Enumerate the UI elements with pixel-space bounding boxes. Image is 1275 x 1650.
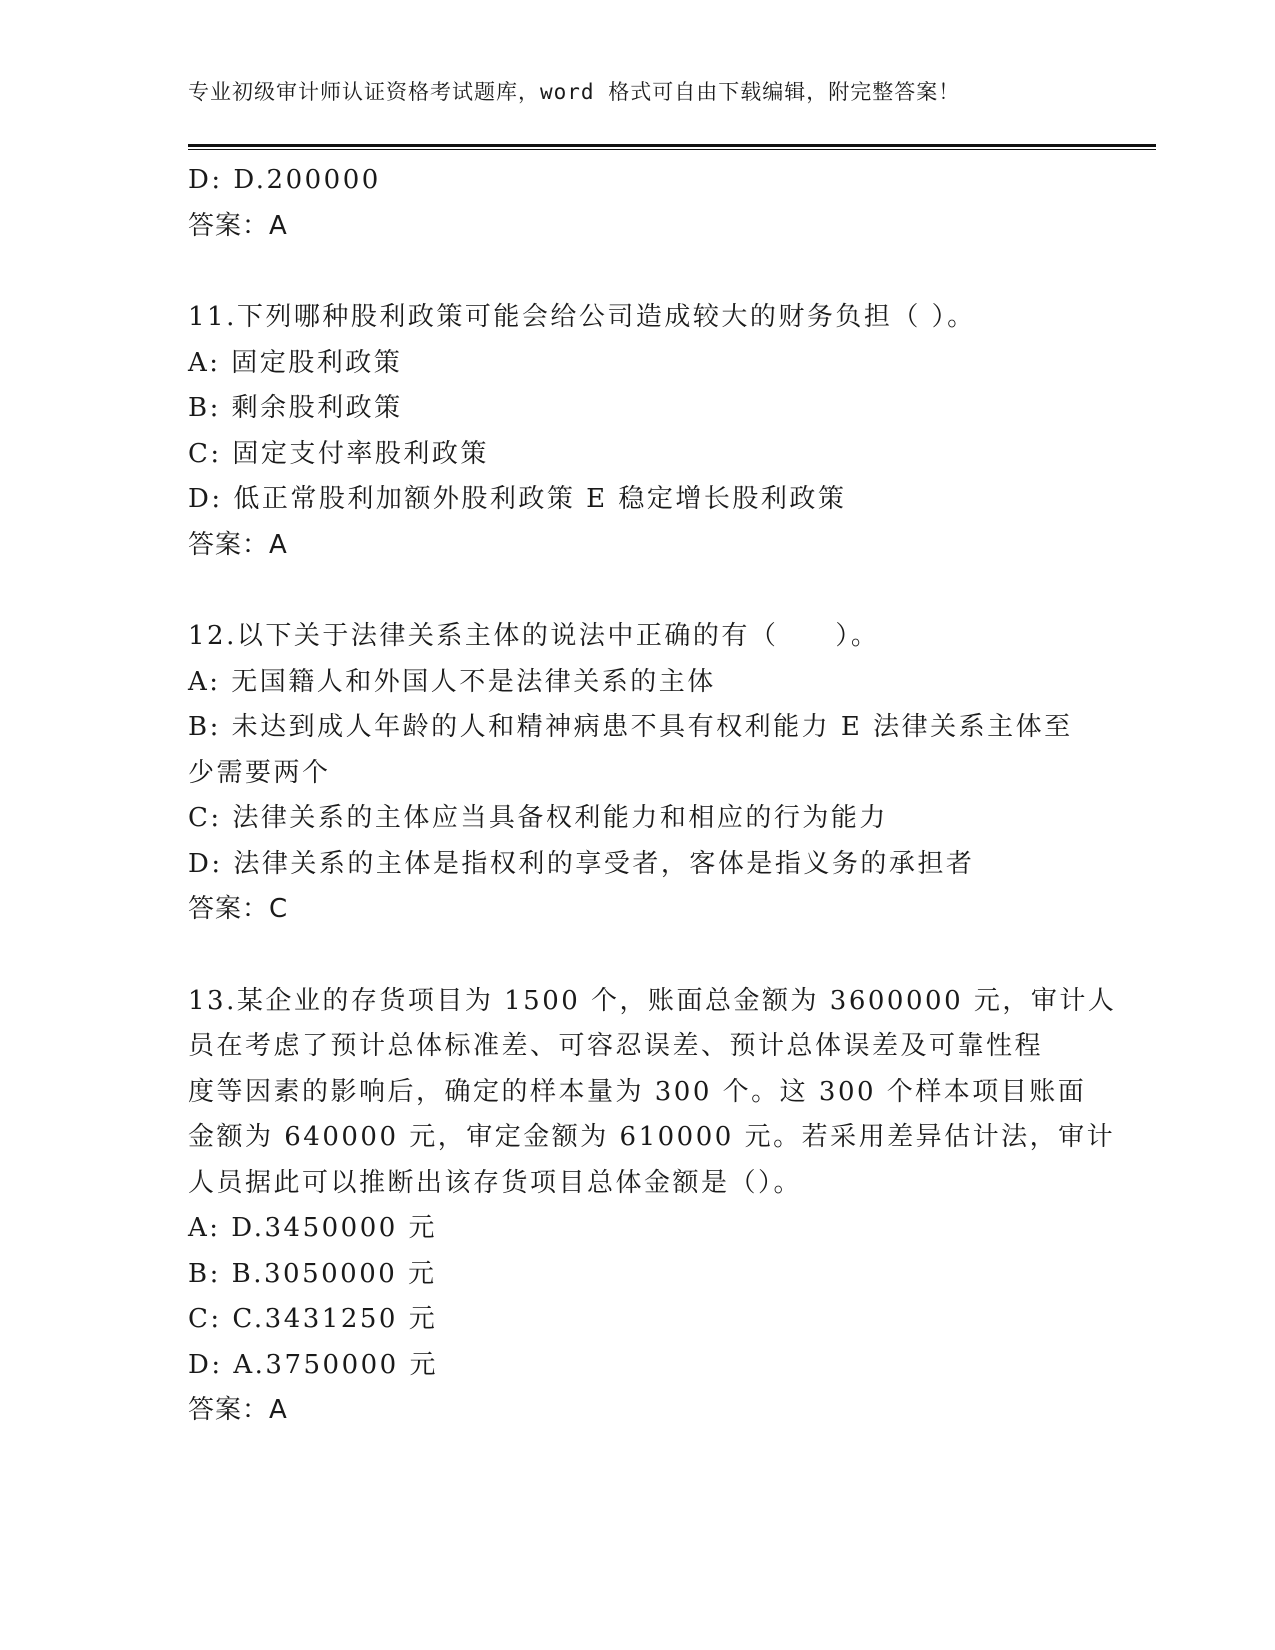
option-a: A: 固定股利政策 (188, 347, 403, 378)
question-11 (188, 295, 1088, 568)
answer-value: A (269, 529, 287, 560)
answer-line (188, 887, 1088, 933)
page-header: 专业初级审计师认证资格考试题库，word 格式可自由下载编辑，附完整答案！ (188, 80, 961, 104)
answer-line (188, 204, 1088, 250)
document-content (188, 158, 1117, 1434)
option-b: B: 剩余股利政策 (188, 393, 403, 423)
question-stem-line-5: 人员据此可以推断出该存货项目总体金额是（）。 (188, 1167, 803, 1198)
question-13 (188, 979, 1117, 1434)
answer-line (188, 1388, 1088, 1434)
question-spacer (188, 933, 1088, 979)
answer-value: A (269, 1395, 287, 1425)
option-c: C: 固定支付率股利政策 (188, 438, 489, 469)
question-stem-line-2: 员在考虑了预计总体标准差、可容忍误差、预计总体误差及可靠性程 (188, 1031, 1044, 1061)
header-rule-thick (188, 144, 1156, 147)
question-stem: 11.下列哪种股利政策可能会给公司造成较大的财务负担（ ）。 (188, 302, 976, 332)
question-spacer (188, 568, 1088, 614)
option-d: D: 低正常股利加额外股利政策 E 稳定增长股利政策 (188, 484, 847, 514)
answer-label: 答案： (188, 894, 270, 924)
answer-label: 答案： (188, 210, 270, 241)
question-12 (188, 614, 1088, 933)
question-stem-line-3: 度等因素的影响后，确定的样本量为 300 个。这 300 个样本项目账面 (188, 1076, 1087, 1107)
header-rule-thin (188, 149, 1156, 150)
answer-label: 答案： (188, 1395, 270, 1425)
question-stem-line-1: 13.某企业的存货项目为 1500 个，账面总金额为 3600000 元，审计人 (188, 985, 1117, 1016)
question-stem-line-4: 金额为 640000 元，审定金额为 610000 元。若采用差异估计法，审计 (188, 1122, 1116, 1152)
option-a: A: D.3450000 元 (188, 1213, 438, 1243)
option-b-continued: 少需要两个 (188, 757, 331, 788)
question-spacer (188, 249, 1088, 295)
option-d: D: 法律关系的主体是指权利的享受者，客体是指义务的承担者 (188, 848, 975, 879)
option-d: D: D.200000 (188, 165, 381, 195)
option-c: C: 法律关系的主体应当具备权利能力和相应的行为能力 (188, 803, 888, 833)
option-d: D: A.3750000 元 (188, 1349, 438, 1380)
answer-value: A (269, 210, 287, 241)
option-a: A: 无国籍人和外国人不是法律关系的主体 (188, 666, 716, 697)
question-stem: 12.以下关于法律关系主体的说法中正确的有（ ）。 (188, 621, 880, 651)
option-c: C: C.3431250 元 (188, 1304, 438, 1334)
answer-label: 答案： (188, 529, 270, 560)
answer-line (188, 523, 1088, 569)
option-b: B: B.3050000 元 (188, 1258, 437, 1289)
option-b: B: 未达到成人年龄的人和精神病患不具有权利能力 E 法律关系主体至 (188, 712, 1073, 742)
answer-value: C (269, 894, 288, 924)
